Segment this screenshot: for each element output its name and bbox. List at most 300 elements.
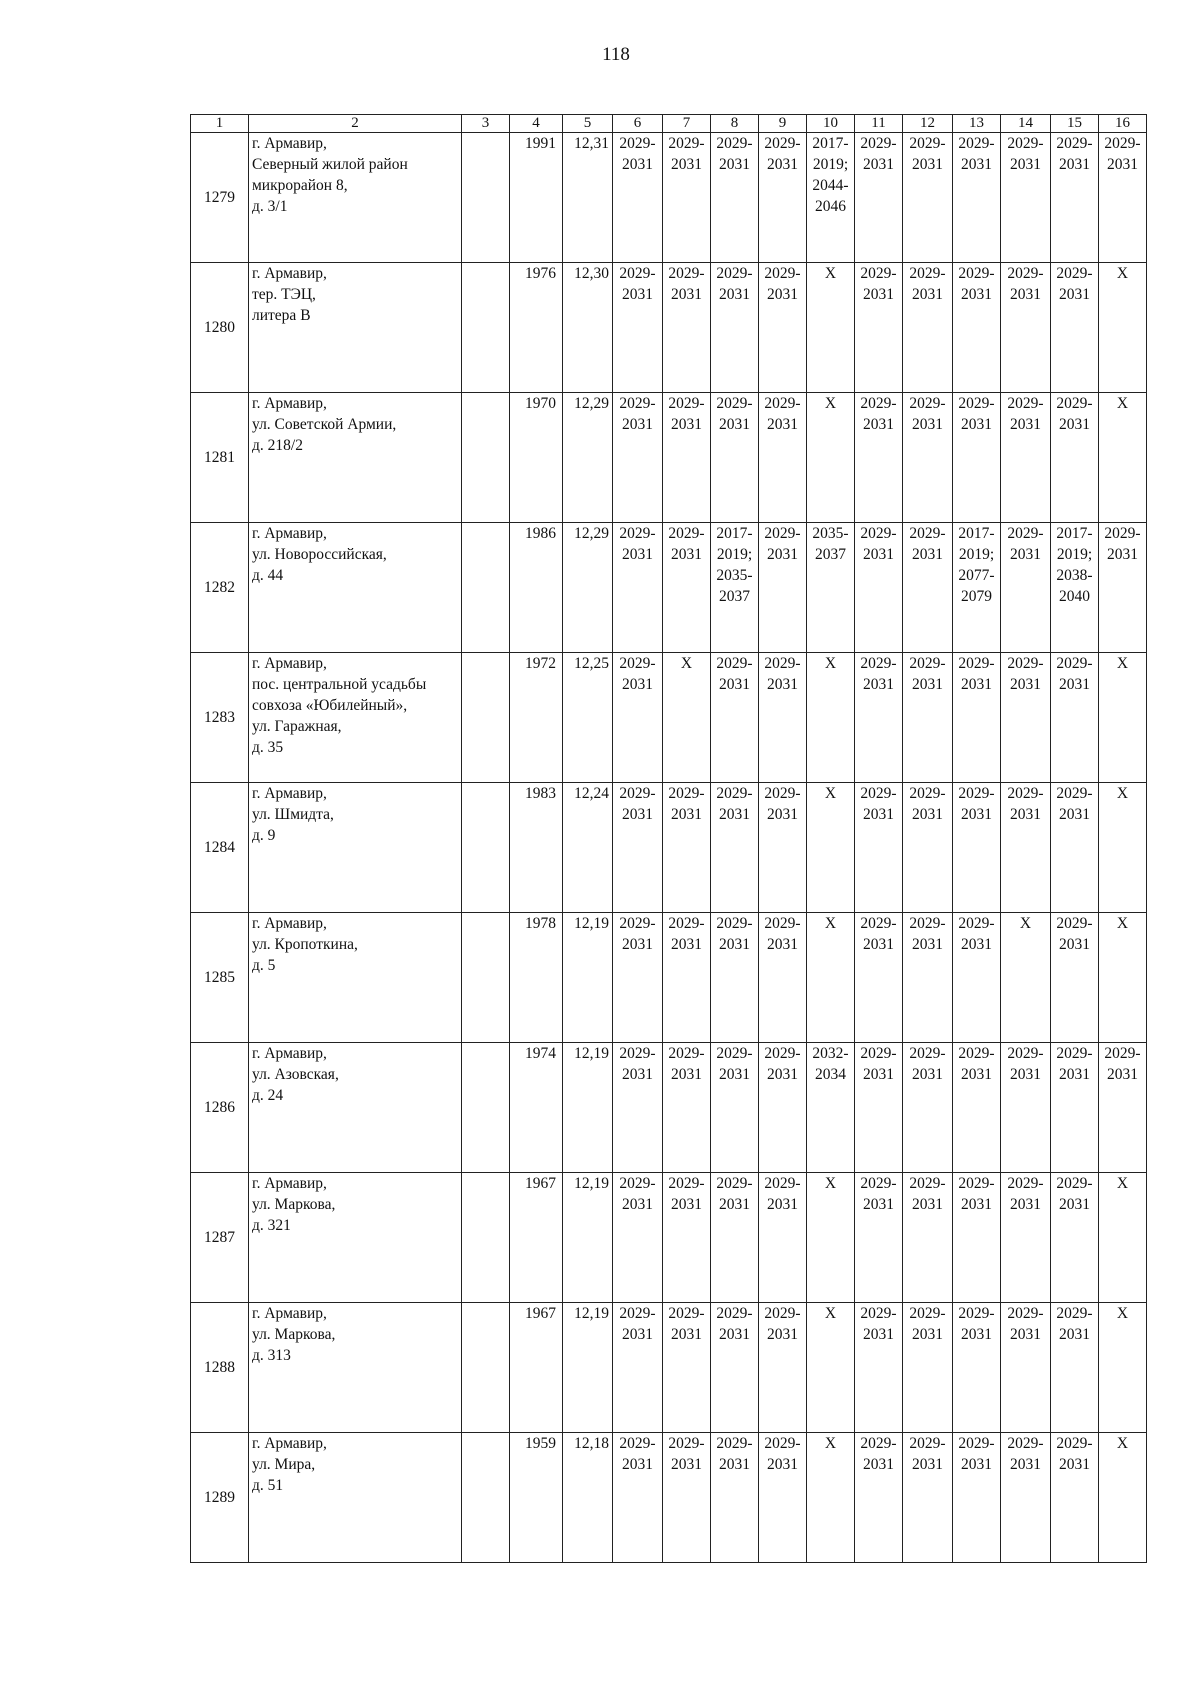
period-cell-col-15 [1051, 1173, 1099, 1303]
column-header: 7 [663, 115, 711, 133]
cell-text: 2029- 2031 [764, 915, 801, 953]
address-cell [249, 1043, 462, 1173]
value-cell [563, 783, 613, 913]
cell-text: 2029- 2031 [619, 395, 656, 433]
cell-text: 2029- 2031 [716, 655, 753, 693]
period-cell-col-8 [711, 1173, 759, 1303]
cell-text: 2029- 2031 [764, 655, 801, 693]
period-cell-col-6 [613, 393, 663, 523]
period-cell-col-11 [855, 913, 903, 1043]
cell-text: 2029- 2031 [668, 1045, 705, 1083]
period-cell-col-15 [1051, 783, 1099, 913]
cell-text: X [1116, 1175, 1129, 1192]
period-cell-col-13 [953, 1433, 1001, 1563]
cell-text: 2029- 2031 [1056, 135, 1093, 173]
period-cell-col-8 [711, 1433, 759, 1563]
value-cell [563, 653, 613, 783]
column-3-cell [462, 1173, 510, 1303]
column-header: 6 [613, 115, 663, 133]
cell-text: г. Армавир, ул. Маркова, д. 321 [252, 1175, 336, 1234]
period-cell-col-12 [903, 393, 953, 523]
period-cell-col-10 [807, 653, 855, 783]
period-cell-col-16 [1099, 653, 1147, 783]
address-cell [249, 783, 462, 913]
period-cell-col-9 [759, 913, 807, 1043]
table-row [191, 393, 1147, 523]
header-row [191, 115, 1147, 133]
period-cell-col-15 [1051, 263, 1099, 393]
column-header: 4 [510, 115, 563, 133]
cell-text: 2029- 2031 [668, 395, 705, 433]
cell-text: X [1116, 1305, 1129, 1322]
table-row [191, 1173, 1147, 1303]
value-cell [563, 133, 613, 263]
cell-text: 2029- 2031 [1056, 1305, 1093, 1343]
value-cell [563, 1433, 613, 1563]
cell-text: 1288 [204, 1359, 235, 1376]
table-row [191, 263, 1147, 393]
row-number [191, 653, 249, 783]
row-number [191, 1043, 249, 1173]
value-cell [563, 393, 613, 523]
cell-text: 2029- 2031 [619, 135, 656, 173]
cell-text: 2029- 2031 [716, 135, 753, 173]
table-row [191, 133, 1147, 263]
page-number: 118 [602, 44, 630, 65]
period-cell-col-15 [1051, 913, 1099, 1043]
cell-text: 2029- 2031 [958, 135, 995, 173]
cell-text: 2029- 2031 [1007, 135, 1044, 173]
cell-text: 1967 [525, 1305, 556, 1322]
period-cell-col-6 [613, 1303, 663, 1433]
row-number [191, 1303, 249, 1433]
cell-text: 1978 [525, 915, 556, 932]
period-cell-col-11 [855, 653, 903, 783]
period-cell-col-6 [613, 653, 663, 783]
cell-text: 2029- 2031 [1007, 525, 1044, 563]
cell-text: 2029- 2031 [619, 265, 656, 303]
period-cell-col-10 [807, 913, 855, 1043]
period-cell-col-14 [1001, 1303, 1051, 1433]
cell-text: 2029- 2031 [958, 655, 995, 693]
cell-text: 2029- 2031 [668, 785, 705, 823]
cell-text: 2029- 2031 [1056, 395, 1093, 433]
table-row [191, 1043, 1147, 1173]
cell-text: 12,24 [574, 785, 609, 802]
column-header: 12 [903, 115, 953, 133]
cell-text: г. Армавир, ул. Кропоткина, д. 5 [252, 915, 358, 974]
cell-text: 2029- 2031 [716, 1175, 753, 1213]
cell-text: 2029- 2031 [764, 525, 801, 563]
value-cell [563, 523, 613, 653]
year-cell [510, 653, 563, 783]
cell-text: X [824, 785, 837, 802]
period-cell-col-8 [711, 393, 759, 523]
period-cell-col-16 [1099, 783, 1147, 913]
address-cell [249, 913, 462, 1043]
cell-text: 2029- 2031 [1056, 915, 1093, 953]
year-cell [510, 1043, 563, 1173]
period-cell-col-7 [663, 1173, 711, 1303]
year-cell [510, 1303, 563, 1433]
cell-text: 2035- 2037 [812, 525, 849, 563]
period-cell-col-12 [903, 263, 953, 393]
cell-text: 2017- 2019; 2044- 2046 [812, 135, 849, 215]
cell-text: 1281 [204, 449, 235, 466]
period-cell-col-7 [663, 263, 711, 393]
period-cell-col-9 [759, 263, 807, 393]
value-cell [563, 1303, 613, 1433]
cell-text: 2029- 2031 [1104, 1045, 1141, 1083]
cell-text: 2029- 2031 [909, 395, 946, 433]
cell-text: 2029- 2031 [716, 915, 753, 953]
cell-text: 2029- 2031 [1056, 655, 1093, 693]
cell-text: X [1116, 395, 1129, 412]
cell-text: 12,25 [574, 655, 609, 672]
period-cell-col-16 [1099, 1173, 1147, 1303]
cell-text: 2029- 2031 [1007, 265, 1044, 303]
period-cell-col-14 [1001, 263, 1051, 393]
cell-text: X [824, 1305, 837, 1322]
cell-text: 2029- 2031 [860, 915, 897, 953]
cell-text: 1287 [204, 1229, 235, 1246]
cell-text: 1986 [525, 525, 556, 542]
cell-text: 2029- 2031 [1056, 1175, 1093, 1213]
row-number [191, 913, 249, 1043]
value-cell [563, 1173, 613, 1303]
table-row [191, 913, 1147, 1043]
cell-text: 1974 [525, 1045, 556, 1062]
cell-text: 2029- 2031 [1007, 1435, 1044, 1473]
cell-text: г. Армавир, пос. центральной усадьбы совхоза «Юбилейный», ул. Гаражная, д. 35 [252, 655, 427, 756]
column-header: 1 [191, 115, 249, 133]
period-cell-col-14 [1001, 1433, 1051, 1563]
period-cell-col-14 [1001, 133, 1051, 263]
row-number [191, 783, 249, 913]
cell-text: 2029- 2031 [668, 525, 705, 563]
address-cell [249, 133, 462, 263]
cell-text: 2029- 2031 [958, 395, 995, 433]
period-cell-col-11 [855, 1433, 903, 1563]
cell-text: 1280 [204, 319, 235, 336]
value-cell [563, 1043, 613, 1173]
row-number [191, 133, 249, 263]
period-cell-col-13 [953, 133, 1001, 263]
cell-text: X [824, 395, 837, 412]
cell-text: 2029- 2031 [1056, 785, 1093, 823]
period-cell-col-15 [1051, 1303, 1099, 1433]
year-cell [510, 523, 563, 653]
period-cell-col-14 [1001, 393, 1051, 523]
cell-text: 2029- 2031 [909, 1305, 946, 1343]
period-cell-col-15 [1051, 653, 1099, 783]
period-cell-col-10 [807, 1173, 855, 1303]
table-row [191, 783, 1147, 913]
period-cell-col-14 [1001, 783, 1051, 913]
cell-text: 12,29 [574, 525, 609, 542]
period-cell-col-11 [855, 1173, 903, 1303]
column-header: 16 [1099, 115, 1147, 133]
cell-text: 2029- 2031 [764, 1175, 801, 1213]
period-cell-col-7 [663, 913, 711, 1043]
cell-text: г. Армавир, Северный жилой район микрорайон 8, д. 3/1 [252, 135, 408, 215]
period-cell-col-8 [711, 523, 759, 653]
year-cell [510, 263, 563, 393]
period-cell-col-9 [759, 1433, 807, 1563]
cell-text: 1284 [204, 839, 235, 856]
cell-text: 1972 [525, 655, 556, 672]
period-cell-col-8 [711, 653, 759, 783]
period-cell-col-10 [807, 523, 855, 653]
period-cell-col-12 [903, 1303, 953, 1433]
period-cell-col-7 [663, 523, 711, 653]
period-cell-col-11 [855, 1043, 903, 1173]
period-cell-col-7 [663, 133, 711, 263]
cell-text: г. Армавир, ул. Мира, д. 51 [252, 1435, 327, 1494]
period-cell-col-9 [759, 1303, 807, 1433]
period-cell-col-9 [759, 523, 807, 653]
cell-text: 2029- 2031 [619, 525, 656, 563]
year-cell [510, 1433, 563, 1563]
cell-text: 2029- 2031 [1007, 395, 1044, 433]
cell-text: 2029- 2031 [860, 1175, 897, 1213]
cell-text: 2029- 2031 [619, 785, 656, 823]
cell-text: 2029- 2031 [764, 265, 801, 303]
period-cell-col-13 [953, 263, 1001, 393]
period-cell-col-10 [807, 783, 855, 913]
period-cell-col-8 [711, 263, 759, 393]
period-cell-col-8 [711, 783, 759, 913]
period-cell-col-6 [613, 263, 663, 393]
period-cell-col-15 [1051, 1043, 1099, 1173]
period-cell-col-10 [807, 133, 855, 263]
period-cell-col-16 [1099, 133, 1147, 263]
address-cell [249, 523, 462, 653]
period-cell-col-9 [759, 783, 807, 913]
period-cell-col-7 [663, 1433, 711, 1563]
period-cell-col-12 [903, 1433, 953, 1563]
cell-text: 2029- 2031 [1056, 1435, 1093, 1473]
cell-text: 1285 [204, 969, 235, 986]
cell-text: 12,29 [574, 395, 609, 412]
row-number [191, 393, 249, 523]
period-cell-col-12 [903, 1173, 953, 1303]
column-3-cell [462, 523, 510, 653]
column-3-cell [462, 133, 510, 263]
cell-text: 2029- 2031 [619, 1305, 656, 1343]
period-cell-col-6 [613, 1173, 663, 1303]
cell-text: X [1116, 915, 1129, 932]
period-cell-col-6 [613, 133, 663, 263]
cell-text: X [1116, 785, 1129, 802]
cell-text: 2029- 2031 [764, 135, 801, 173]
cell-text: 2029- 2031 [716, 1435, 753, 1473]
cell-text: 2029- 2031 [619, 1045, 656, 1083]
period-cell-col-13 [953, 653, 1001, 783]
row-number [191, 523, 249, 653]
cell-text: X [1116, 1435, 1129, 1452]
address-cell [249, 1173, 462, 1303]
cell-text: 2029- 2031 [668, 1435, 705, 1473]
register-table [190, 114, 1147, 1563]
period-cell-col-16 [1099, 263, 1147, 393]
cell-text: X [824, 915, 837, 932]
cell-text: 12,30 [574, 265, 609, 282]
period-cell-col-9 [759, 1043, 807, 1173]
cell-text: 2029- 2031 [909, 265, 946, 303]
cell-text: 2029- 2031 [909, 1435, 946, 1473]
cell-text: 2029- 2031 [716, 265, 753, 303]
period-cell-col-8 [711, 1303, 759, 1433]
value-cell [563, 913, 613, 1043]
period-cell-col-8 [711, 1043, 759, 1173]
value-cell [563, 263, 613, 393]
cell-text: 2029- 2031 [1007, 785, 1044, 823]
cell-text: 2029- 2031 [1056, 265, 1093, 303]
period-cell-col-9 [759, 133, 807, 263]
column-3-cell [462, 783, 510, 913]
period-cell-col-9 [759, 1173, 807, 1303]
cell-text: 2029- 2031 [716, 1045, 753, 1083]
cell-text: 2029- 2031 [668, 135, 705, 173]
period-cell-col-8 [711, 913, 759, 1043]
cell-text: г. Армавир, ул. Советской Армии, д. 218/2 [252, 395, 397, 454]
cell-text: 2017- 2019; 2038- 2040 [1056, 525, 1093, 605]
cell-text: 2029- 2031 [909, 915, 946, 953]
cell-text: 2029- 2031 [668, 1305, 705, 1343]
cell-text: 2029- 2031 [716, 1305, 753, 1343]
period-cell-col-13 [953, 913, 1001, 1043]
row-number [191, 1173, 249, 1303]
cell-text: 2029- 2031 [619, 1175, 656, 1213]
cell-text: 2029- 2031 [909, 1175, 946, 1213]
period-cell-col-11 [855, 783, 903, 913]
cell-text: 2029- 2031 [1007, 1175, 1044, 1213]
cell-text: 2029- 2031 [860, 525, 897, 563]
cell-text: 2029- 2031 [860, 1435, 897, 1473]
cell-text: 1983 [525, 785, 556, 802]
cell-text: 12,19 [574, 1175, 609, 1192]
cell-text: 12,19 [574, 1045, 609, 1062]
period-cell-col-6 [613, 783, 663, 913]
address-cell [249, 1433, 462, 1563]
cell-text: 2029- 2031 [764, 395, 801, 433]
cell-text: 2029- 2031 [1056, 1045, 1093, 1083]
cell-text: 2029- 2031 [958, 785, 995, 823]
period-cell-col-9 [759, 653, 807, 783]
cell-text: 2029- 2031 [958, 1305, 995, 1343]
cell-text: 2029- 2031 [958, 1045, 995, 1083]
cell-text: 2029- 2031 [909, 135, 946, 173]
period-cell-col-14 [1001, 1173, 1051, 1303]
cell-text: 2029- 2031 [860, 395, 897, 433]
column-3-cell [462, 1433, 510, 1563]
cell-text: 2029- 2031 [860, 785, 897, 823]
period-cell-col-14 [1001, 523, 1051, 653]
period-cell-col-6 [613, 913, 663, 1043]
cell-text: 2029- 2031 [1007, 1045, 1044, 1083]
cell-text: 2029- 2031 [716, 785, 753, 823]
cell-text: 1282 [204, 579, 235, 596]
cell-text: X [824, 655, 837, 672]
column-3-cell [462, 263, 510, 393]
cell-text: 2029- 2031 [860, 655, 897, 693]
column-header: 13 [953, 115, 1001, 133]
period-cell-col-6 [613, 1043, 663, 1173]
period-cell-col-10 [807, 1303, 855, 1433]
cell-text: 12,31 [574, 135, 609, 152]
period-cell-col-16 [1099, 1303, 1147, 1433]
column-header: 10 [807, 115, 855, 133]
address-cell [249, 653, 462, 783]
period-cell-col-6 [613, 1433, 663, 1563]
period-cell-col-14 [1001, 1043, 1051, 1173]
period-cell-col-11 [855, 133, 903, 263]
cell-text: 1967 [525, 1175, 556, 1192]
period-cell-col-12 [903, 653, 953, 783]
period-cell-col-15 [1051, 393, 1099, 523]
period-cell-col-16 [1099, 1433, 1147, 1563]
period-cell-col-15 [1051, 1433, 1099, 1563]
column-header: 8 [711, 115, 759, 133]
cell-text: 2032- 2034 [812, 1045, 849, 1083]
period-cell-col-14 [1001, 653, 1051, 783]
cell-text: 2029- 2031 [1104, 525, 1141, 563]
cell-text: 2029- 2031 [668, 915, 705, 953]
cell-text: 2029- 2031 [764, 1045, 801, 1083]
cell-text: X [1116, 655, 1129, 672]
period-cell-col-7 [663, 783, 711, 913]
cell-text: 2029- 2031 [958, 1435, 995, 1473]
column-header: 2 [249, 115, 462, 133]
table-row [191, 1303, 1147, 1433]
period-cell-col-16 [1099, 1043, 1147, 1173]
table-row [191, 1433, 1147, 1563]
period-cell-col-7 [663, 653, 711, 783]
period-cell-col-10 [807, 393, 855, 523]
period-cell-col-13 [953, 393, 1001, 523]
cell-text: 12,19 [574, 915, 609, 932]
cell-text: 2029- 2031 [1007, 1305, 1044, 1343]
column-3-cell [462, 393, 510, 523]
cell-text: X [824, 1175, 837, 1192]
period-cell-col-14 [1001, 913, 1051, 1043]
period-cell-col-7 [663, 1303, 711, 1433]
period-cell-col-15 [1051, 133, 1099, 263]
period-cell-col-13 [953, 1173, 1001, 1303]
address-cell [249, 393, 462, 523]
cell-text: 1976 [525, 265, 556, 282]
cell-text: 2029- 2031 [958, 1175, 995, 1213]
column-header: 5 [563, 115, 613, 133]
period-cell-col-6 [613, 523, 663, 653]
period-cell-col-13 [953, 1303, 1001, 1433]
column-header: 11 [855, 115, 903, 133]
period-cell-col-7 [663, 393, 711, 523]
cell-text: 2029- 2031 [909, 655, 946, 693]
column-3-cell [462, 1043, 510, 1173]
cell-text: 2029- 2031 [764, 1435, 801, 1473]
period-cell-col-12 [903, 913, 953, 1043]
table-row [191, 523, 1147, 653]
column-header: 14 [1001, 115, 1051, 133]
column-3-cell [462, 913, 510, 1043]
row-number [191, 1433, 249, 1563]
period-cell-col-10 [807, 1433, 855, 1563]
cell-text: 12,18 [574, 1435, 609, 1452]
table-row [191, 653, 1147, 783]
period-cell-col-12 [903, 783, 953, 913]
